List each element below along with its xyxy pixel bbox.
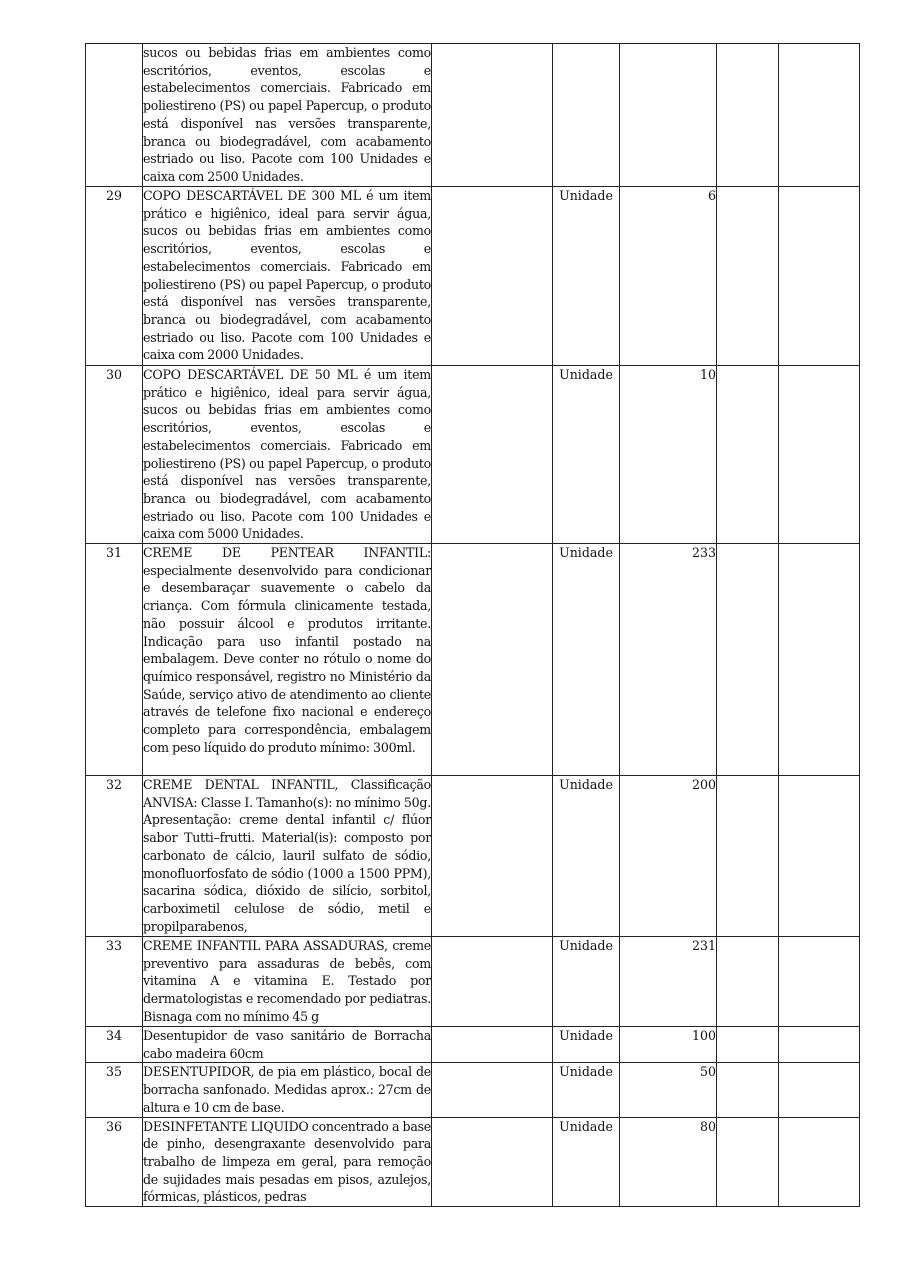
- table-row: [86, 366, 860, 544]
- item-unit: Unidade: [553, 544, 620, 776]
- item-description-text: DESENTUPIDOR, de pia em plástico, bocal de borracha sanfonado. Medidas aprox.: 27cm de altura e 10 cm de base.: [143, 1064, 431, 1115]
- item-description-text: DESINFETANTE LIQUIDO concentrado a base de pinho, desengraxante desenvolvido para trabalho de limpeza em geral, para remoção de sujidades mais pesadas em pisos, azulejos, fórmicas, plásticos, pedras: [143, 1118, 431, 1205]
- item-number: 30: [86, 366, 143, 544]
- empty-cell: [779, 937, 860, 1027]
- table-row: [86, 937, 860, 1027]
- item-number: 33: [86, 937, 143, 1027]
- item-description: [143, 187, 432, 366]
- item-quantity: 10: [620, 366, 717, 544]
- item-description: [143, 544, 432, 776]
- item-description: [143, 1117, 432, 1207]
- item-number: 36: [86, 1117, 143, 1207]
- item-description-text: COPO DESCARTÁVEL DE 50 ML é um item prático e higiênico, ideal para servir água, sucos ou bebidas frias em ambientes como escritórios, eventos, escolas e estabelecimentos comerciais. Fabricado em poliestireno (PS) ou papel Papercup, o produto está disponível nas versões transparente, branca ou biodegradável, com acabamento estriado ou liso. Pacote com 100 Unidades e caixa com 5000 Unidades.: [143, 367, 431, 542]
- item-unit: [553, 44, 620, 187]
- item-quantity: 233: [620, 544, 717, 776]
- item-quantity: 50: [620, 1063, 717, 1117]
- empty-cell: [432, 1117, 553, 1207]
- table-row: [86, 187, 860, 366]
- empty-cell: [779, 44, 860, 187]
- item-quantity: 200: [620, 776, 717, 937]
- table-row: [86, 1117, 860, 1207]
- item-quantity: 100: [620, 1027, 717, 1063]
- empty-cell: [717, 1063, 779, 1117]
- empty-cell: [779, 544, 860, 776]
- item-description-text: Desentupidor de vaso sanitário de Borracha cabo madeira 60cm: [143, 1028, 431, 1061]
- empty-cell: [432, 1027, 553, 1063]
- empty-cell: [779, 1063, 860, 1117]
- table-row: [86, 776, 860, 937]
- empty-cell: [432, 937, 553, 1027]
- empty-cell: [432, 366, 553, 544]
- table-row: [86, 1063, 860, 1117]
- empty-cell: [779, 776, 860, 937]
- item-unit: Unidade: [553, 776, 620, 937]
- item-number: 32: [86, 776, 143, 937]
- item-description: [143, 1063, 432, 1117]
- item-description: [143, 776, 432, 937]
- item-quantity: 6: [620, 187, 717, 366]
- item-unit: Unidade: [553, 937, 620, 1027]
- item-description-text: COPO DESCARTÁVEL DE 300 ML é um item prático e higiênico, ideal para servir água, sucos ou bebidas frias em ambientes como escritórios, eventos, escolas e estabelecimentos comerciais. Fabricado em poliestireno (PS) ou papel Papercup, o produto está disponível nas versões transparente, branca ou biodegradável, com acabamento estriado ou liso. Pacote com 100 Unidades e caixa com 2000 Unidades.: [143, 188, 431, 363]
- empty-cell: [717, 1117, 779, 1207]
- item-number: 35: [86, 1063, 143, 1117]
- empty-cell: [432, 44, 553, 187]
- empty-cell: [779, 366, 860, 544]
- empty-cell: [779, 187, 860, 366]
- item-quantity: [620, 44, 717, 187]
- empty-cell: [717, 1027, 779, 1063]
- item-number: [86, 44, 143, 187]
- table-row: [86, 1027, 860, 1063]
- item-number: 34: [86, 1027, 143, 1063]
- item-description: [143, 366, 432, 544]
- empty-cell: [432, 544, 553, 776]
- empty-cell: [432, 187, 553, 366]
- item-description: [143, 937, 432, 1027]
- empty-cell: [432, 1063, 553, 1117]
- item-description: [143, 44, 432, 187]
- empty-cell: [432, 776, 553, 937]
- item-description-text: CREME DENTAL INFANTIL, Classificação ANVISA: Classe I. Tamanho(s): no mínimo 50g. Apresentação: creme dental infantil c/ flúor sabor Tutti–frutti. Material(is): composto por carbonato de cálcio, lauril sulfato de sódio, monofluorfosfato de sódio (1000 a 1500 PPM), sacarina sódica, dióxido de silício, sorbitol, carboximetil celulose de sódio, metil e propilparabenos,: [143, 777, 431, 934]
- empty-cell: [779, 1117, 860, 1207]
- item-unit: Unidade: [553, 1027, 620, 1063]
- items-table: [85, 43, 860, 1207]
- item-description-text: CREME DE PENTEAR INFANTIL: especialmente desenvolvido para condicionar e desembaraçar suavemente o cabelo da criança. Com fórmula clinicamente testada, não possuir álcool e produtos irritante. Indicação para uso infantil postado na embalagem. Deve conter no rótulo o nome do químico responsável, registro no Ministério da Saúde, serviço ativo de atendimento ao cliente através de telefone fixo nacional e endereço completo para correspondência, embalagem com peso líquido do produto mínimo: 300ml.: [143, 545, 431, 755]
- item-unit: Unidade: [553, 366, 620, 544]
- empty-cell: [779, 1027, 860, 1063]
- document-page: [85, 43, 859, 1207]
- item-unit: Unidade: [553, 1117, 620, 1207]
- empty-cell: [717, 366, 779, 544]
- item-number: 31: [86, 544, 143, 776]
- item-unit: Unidade: [553, 1063, 620, 1117]
- empty-cell: [717, 776, 779, 937]
- item-quantity: 80: [620, 1117, 717, 1207]
- empty-cell: [717, 187, 779, 366]
- table-row: [86, 544, 860, 776]
- empty-cell: [717, 937, 779, 1027]
- table-row: [86, 44, 860, 187]
- item-number: 29: [86, 187, 143, 366]
- empty-cell: [717, 44, 779, 187]
- item-description-text: sucos ou bebidas frias em ambientes como escritórios, eventos, escolas e estabelecimentos comerciais. Fabricado em poliestireno (PS) ou papel Papercup, o produto está disponível nas versões transparente, branca ou biodegradável, com acabamento estriado ou liso. Pacote com 100 Unidades e caixa com 2500 Unidades.: [143, 45, 431, 184]
- item-quantity: 231: [620, 937, 717, 1027]
- item-unit: Unidade: [553, 187, 620, 366]
- empty-cell: [717, 544, 779, 776]
- item-description-text: CREME INFANTIL PARA ASSADURAS, creme preventivo para assaduras de bebês, com vitamina A e vitamina E. Testado por dermatologistas e recomendado por pediatras. Bisnaga com no mínimo 45 g: [143, 938, 431, 1024]
- item-description: [143, 1027, 432, 1063]
